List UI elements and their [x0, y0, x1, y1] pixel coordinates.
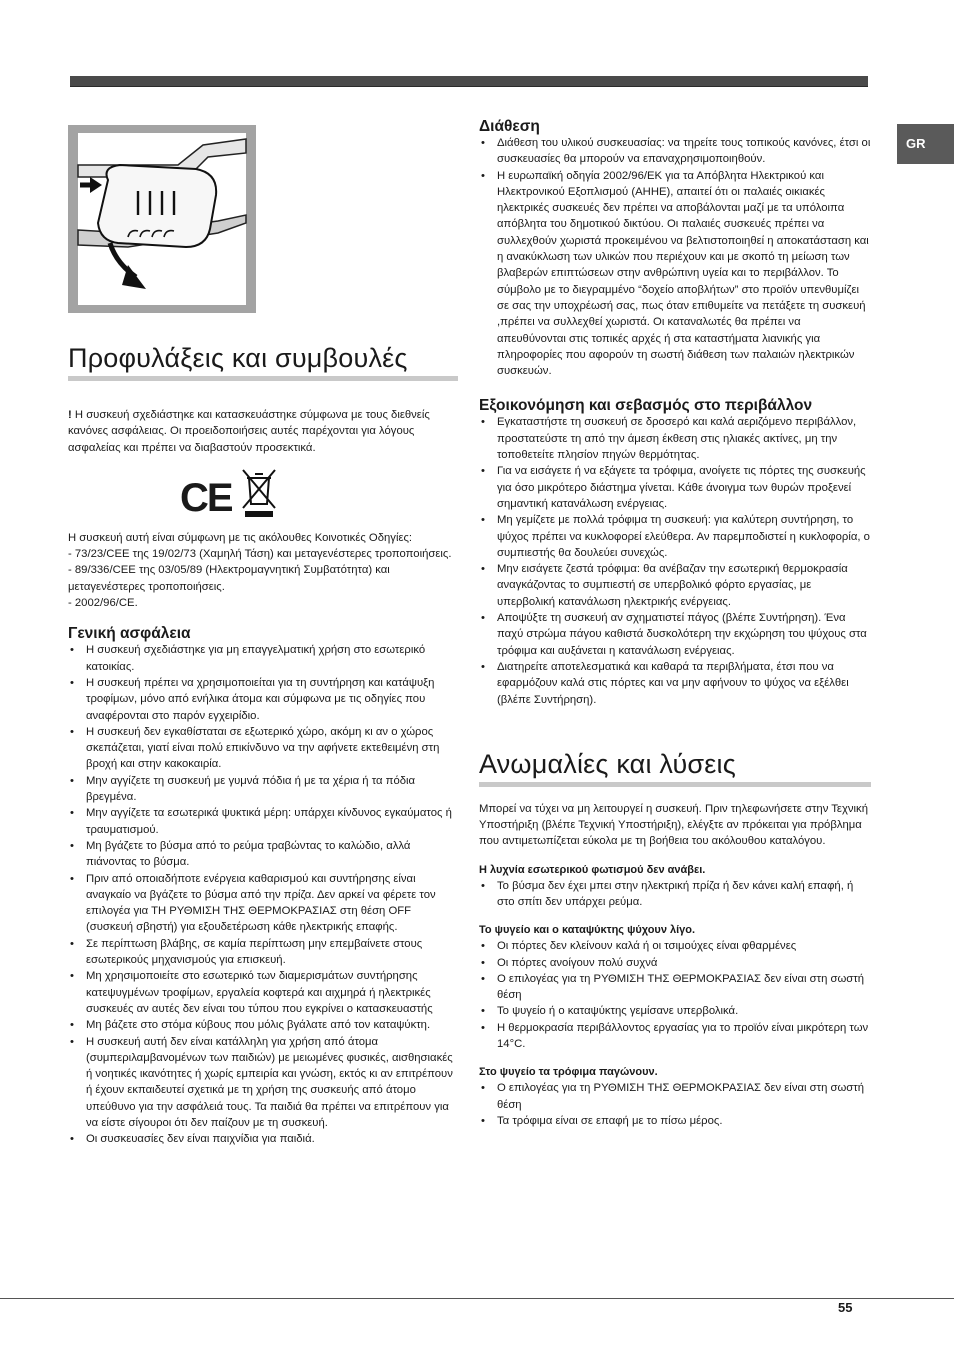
list-item: • Μην αγγίζετε τη συσκευή με γυμνά πόδια ή με τα χέρια ή τα πόδια βρεγμένα.	[68, 773, 458, 806]
safety-list	[68, 642, 458, 1147]
page-title: Προφυλάξεις και συμβουλές	[68, 342, 458, 381]
list-item: • Η συσκευή σχεδιάστηκε για μη επαγγελματική χρήση στο εσωτερικό κατοικίας.	[68, 642, 458, 675]
warning-mark: !	[68, 409, 72, 421]
problem-list	[479, 938, 871, 1052]
list-item: • Πριν από οποιαδήποτε ενέργεια καθαρισμού και συντήρησης είναι αναγκαίο να βγάζετε το βύσμα από την πρίζα. Δεν αρκεί να φέρετε τον επιλογέα για ΤΗ ΡΥΘΜΙΣΗ ΤΗΣ ΘΕΡΜΟΚΡΑΣΙΑΣ στη θέση OFF (συσκευή σβηστή) για εξουδετέρωση κάθε ηλεκτρικής επαφής.	[68, 871, 458, 936]
list-item: • Το ψυγείο ή ο καταψύκτης γεμίσανε υπερβολικά.	[479, 1003, 871, 1019]
problem-list	[479, 878, 871, 911]
directives-line: - 2002/96/CE.	[68, 597, 138, 610]
certification-marks	[68, 468, 458, 524]
directives-line: Η συσκευή αυτή είναι σύμφωνη με τις ακόλουθες Κοινοτικές Οδηγίες:	[68, 531, 413, 544]
problem-heading: Η λυχνία εσωτερικού φωτισμού δεν ανάβει.	[479, 863, 706, 876]
ce-mark-icon: CE	[180, 475, 232, 520]
weee-bin-icon	[241, 468, 277, 518]
directives-line: - 73/23/CEE της 19/02/73 (Χαμηλή Τάση) και μεταγενέστερες τροποποιήσεις.	[68, 548, 452, 561]
left-column	[68, 342, 458, 1148]
directives-line: - 89/336/CEE της 03/05/89 (Ηλεκτρομαγνητική Συμβατότητα) και μεταγενέστερες τροποποιήσεις.	[68, 564, 390, 593]
problem-list	[479, 1080, 871, 1129]
troubleshooting-intro: Μπορεί να τύχει να μη λειτουργεί η συσκευή. Πριν τηλεφωνήσετε στην Τεχνική Υποστήριξη (βλέπε Τεχνική Υποστήριξη), ελέγξτε αν πρόκειται για πρόβλημα που αντιμετωπίζεται εύκολα με τη βοήθεια του ακόλουθου καταλόγου.	[479, 802, 868, 848]
list-item: • Μη βγάζετε το βύσμα από το ρεύμα τραβώντας το καλώδιο, αλλά πιάνοντας το βύσμα.	[68, 838, 458, 871]
list-item: • Διατηρείτε αποτελεσματικά και καθαρά τα περιβλήματα, έτσι που να εφαρμόζουν καλά στις πόρτες και να μην αφήνουν το ψύχος να εξέλθει (βλέπε Συντήρηση).	[479, 659, 871, 708]
list-item: • Ο επιλογέας για τη ΡΥΘΜΙΣΗ ΤΗΣ ΘΕΡΜΟΚΡΑΣΙΑΣ δεν είναι στη σωστή θέση	[479, 971, 871, 1004]
list-item: • Οι πόρτες δεν κλείνουν καλά ή οι τσιμούχες είναι φθαρμένες	[479, 938, 871, 954]
list-item: • Η συσκευή πρέπει να χρησιμοποιείται για τη συντήρηση και κατάψυξη τροφίμων, μόνο από ενήλικα άτομα και σύμφωνα με τις οδηγίες που αναφέρονται στο παρόν εγχειρίδιο.	[68, 675, 458, 724]
section-heading-safety: Γενική ασφάλεια	[68, 625, 191, 643]
list-item: • Διάθεση του υλικού συσκευασίας: να τηρείτε τους τοπικούς κανόνες, έτσι οι συσκευασίες θα μπορούν να επαναχρησιμοποιηθούν.	[479, 135, 871, 168]
section-heading-disposal: Διάθεση	[479, 118, 540, 135]
list-item: • Τα τρόφιμα είναι σε επαφή με το πίσω μέρος.	[479, 1113, 871, 1129]
fridge-shelf-illustration	[68, 125, 256, 313]
problem-heading: Το ψυγείο και ο καταψύκτης ψύχουν λίγο.	[479, 924, 696, 937]
section-title-troubleshooting: Ανωμαλίες και λύσεις	[479, 748, 871, 787]
top-rule	[70, 76, 868, 87]
energy-list	[479, 414, 871, 707]
list-item: • Μη γεμίζετε με πολλά τρόφιμα τη συσκευή: για καλύτερη συντήρηση, το ψύχος πρέπει να κυκλοφορεί ελεύθερα. Αν παρεμποδιστεί η κυκλοφορία, ο συμπιεστής θα δουλεύει συνεχώς.	[479, 512, 871, 561]
intro-paragraph: ! Η συσκευή σχεδιάστηκε και κατασκευάστηκε σύμφωνα με τους διεθνείς κανόνες ασφάλειας. Οι προειδοποιήσεις αυτές παρέχονται για λόγους ασφαλείας και πρέπει να διαβαστούν προσεκτικά.	[68, 409, 430, 454]
bottom-rule	[0, 1298, 954, 1299]
list-item: • Η συσκευή δεν εγκαθίσταται σε εξωτερικό χώρο, ακόμη κι αν ο χώρος σκεπάζεται, γιατί είναι πολύ επικίνδυνο να την αφήνετε εκτεθειμένη στη βροχή και στην κακοκαιρία.	[68, 724, 458, 773]
list-item: • Η θερμοκρασία περιβάλλοντος εργασίας για το προϊόν είναι μικρότερη των 14°C.	[479, 1020, 871, 1053]
right-column	[479, 118, 871, 1129]
list-item: • Μην εισάγετε ζεστά τρόφιμα: θα ανέβαζαν την εσωτερική θερμοκρασία αναγκάζοντας το συμπιεστή σε υπερβολικό φόρτο εργασίας, με υπερβολική κατανάλωση ηλεκτρικής ενέργειας.	[479, 561, 871, 610]
language-tab: GR	[897, 124, 954, 164]
list-item: • Εγκαταστήστε τη συσκευή σε δροσερό και καλά αεριζόμενο περιβάλλον, προστατεύστε τη από την άμεση έκθεση στις ηλιακές ακτίνες, μη την τοποθετείτε πλησίον πηγών θερμότητας.	[479, 414, 871, 463]
list-item: • Αποψύξτε τη συσκευή αν σχηματιστεί πάγος (βλέπε Συντήρηση). Ένα παχύ στρώμα πάγου καθιστά δυσκολότερη την εκχώρηση του ψύχους στα τρόφιμα και αυξάνεται η κατανάλωση ενέργειας.	[479, 610, 871, 659]
disposal-list	[479, 135, 871, 379]
list-item: • Μην αγγίζετε τα εσωτερικά ψυκτικά μέρη: υπάρχει κίνδυνος εγκαύματος ή τραυματισμού.	[68, 805, 458, 838]
list-item: • Ο επιλογέας για τη ΡΥΘΜΙΣΗ ΤΗΣ ΘΕΡΜΟΚΡΑΣΙΑΣ δεν είναι στη σωστή θέση	[479, 1080, 871, 1113]
page-number: 55	[838, 1300, 853, 1315]
list-item: • Το βύσμα δεν έχει μπει στην ηλεκτρική πρίζα ή δεν κάνει καλή επαφή, ή στο σπίτι δεν υπάρχει ρεύμα.	[479, 878, 871, 911]
list-item: • Μη χρησιμοποιείτε στο εσωτερικό των διαμερισμάτων συντήρησης κατεψυγμένων τροφίμων, εργαλεία κοφτερά και αιχμηρά ή ηλεκτρικές συσκευές αν αυτές δεν είναι του τύπου που εγκρίνει ο κατασκευαστής	[68, 968, 458, 1017]
list-item: • Για να εισάγετε ή να εξάγετε τα τρόφιμα, ανοίγετε τις πόρτες της συσκευής για όσο μικρότερο διάστημα γίνεται. Κάθε άνοιγμα των θυρών προξενεί σημαντική κατανάλωση ενέργειας.	[479, 463, 871, 512]
list-item: • Η ευρωπαϊκή οδηγία 2002/96/ΕΚ για τα Απόβλητα Ηλεκτρικού και Ηλεκτρονικού Εξοπλισμού (ΑΗΗΕ), απαιτεί ότι οι παλαιές οικιακές ηλεκτρικές συσκευές δεν πρέπει να αποβάλονται μαζί με τα υπόλοιπα απόβλητα του δημοτικού δικτύου. Οι παλαιές συσκευές πρέπει να συλλεχθούν χωριστά προκειμένου να βελτιστοποιηθεί η αποκατάσταση και η ανακύκλωση των υλικών που περιέχουν και με σκοπό τη μείωση των βλαβερών επιπτώσεων στην ανθρώπινη υγεία και το περιβάλλον. Το σύμβολο με το διεγραμμένο “δοχείο αποβλήτων” στο προϊόν υπενθυμίζει σε σας την υποχρέωσή σας, πως όταν επιθυμείτε να πετάξετε τη συσκευή ,πρέπει να συλλεχθεί χωριστά. Οι καταναλωτές θα πρέπει να απευθύνονται στις τοπικές αρχές ή στα καταστήματα λιανικής για πληροφορίες που αφορούν τη σωστή διάθεση των παλαιών ηλεκτρικών συσκευών.	[479, 168, 871, 380]
problem-heading: Στο ψυγείο τα τρόφιμα παγώνουν.	[479, 1066, 658, 1079]
list-item: • Μη βάζετε στο στόμα κύβους που μόλις βγάλατε από τον καταψύκτη.	[68, 1017, 458, 1033]
list-item: • Οι συσκευασίες δεν είναι παιχνίδια για παιδιά.	[68, 1131, 458, 1147]
list-item: • Σε περίπτωση βλάβης, σε καμία περίπτωση μην επεμβαίνετε στους εσωτερικούς μηχανισμούς για επισκευή.	[68, 936, 458, 969]
section-heading-energy: Εξοικονόμηση και σεβασμός στο περιβάλλον	[479, 397, 813, 415]
list-item: • Οι πόρτες ανοίγουν πολύ συχνά	[479, 955, 871, 971]
list-item: • Η συσκευή αυτή δεν είναι κατάλληλη για χρήση από άτομα (συμπεριλαμβανομένων των παιδιών) με μειωμένες φυσικές, αισθησιακές ή νοητικές ικανότητες ή χωρίς εμπειρία και γνώση, εκτός κι αν επιτρέπουν ή έχουν εκπαιδευτεί σχετικά με τη χρήση της συσκευής από άτομο υπεύθυνο για την ασφάλειά τους. Τα παιδιά θα πρέπει να επιτρέπουν για να είστε σίγουροι ότι δεν παίζουν με τη συσκευή.	[68, 1034, 458, 1132]
